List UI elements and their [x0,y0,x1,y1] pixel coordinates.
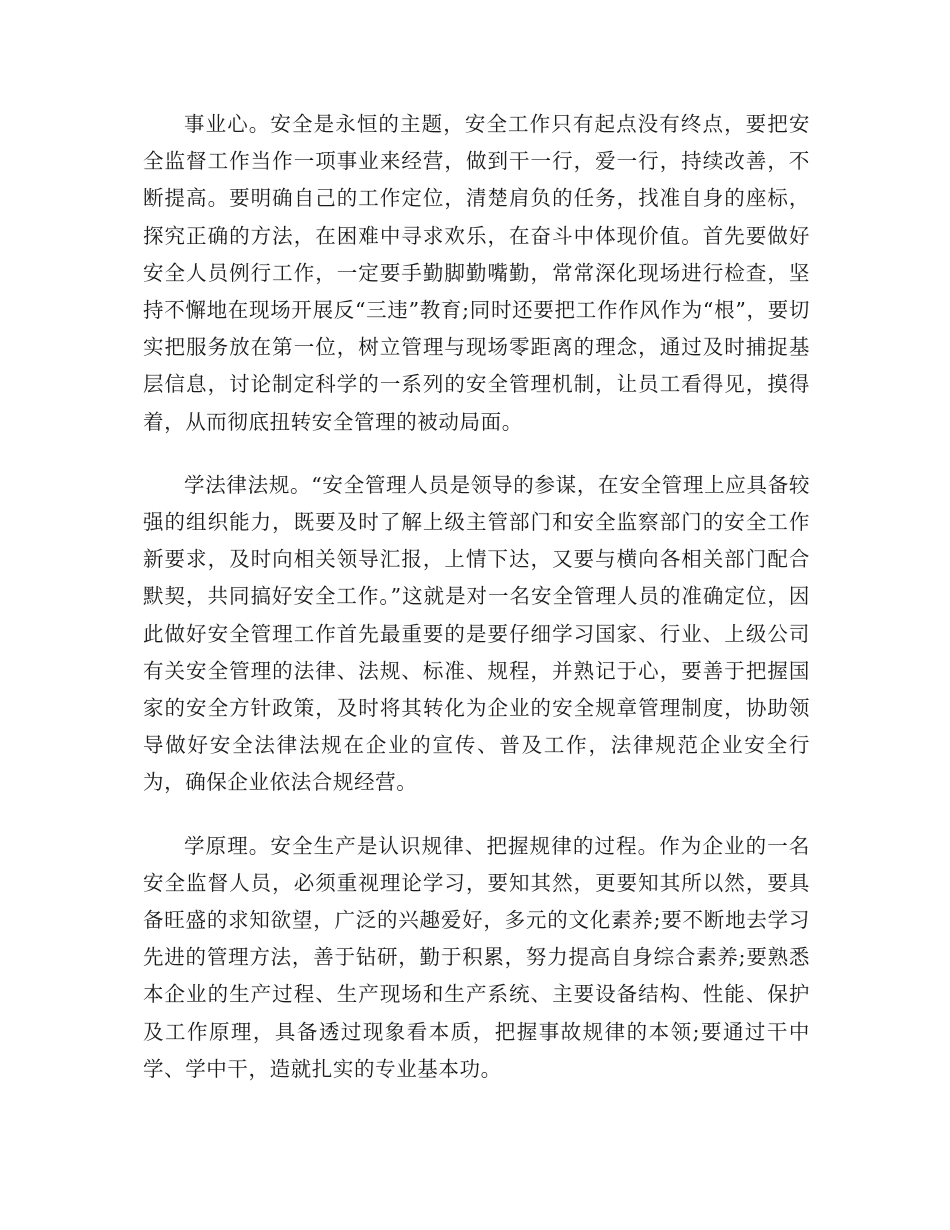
paragraph-principles: 学原理。安全生产是认识规律、把握规律的过程。作为企业的一名安全监督人员，必须重视理论学习，要知其然，更要知其所以然，要具备旺盛的求知欲望，广泛的兴趣爱好，多元的文化素养;要不断地去学习先进的管理方法，善于钻研，勤于积累，努力提高自身综合素养;要熟悉本企业的生产过程、生产现场和生产系统、主要设备结构、性能、保护及工作原理，具备透过现象看本质，把握事故规律的本领;要通过干中学、学中干，造就扎实的专业基本功。 [143,833,810,1081]
paragraph-laws-regulations: 学法律法规。“安全管理人员是领导的参谋，在安全管理上应具备较强的组织能力，既要及时了解上级主管部门和安全监察部门的安全工作新要求，及时向相关领导汇报，上情下达，又要与横向各相关部门配合默契，共同搞好安全工作。”这就是对一名安全管理人员的准确定位，因此做好安全管理工作首先最重要的是要仔细学习国家、行业、上级公司有关安全管理的法律、法规、标准、规程，并熟记于心，要善于把握国家的安全方针政策，及时将其转化为企业的安全规章管理制度，协助领导做好安全法律法规在企业的宣传、普及工作，法律规范企业安全行为，确保企业依法合规经营。 [143,472,810,795]
paragraph-career-dedication: 事业心。安全是永恒的主题，安全工作只有起点没有终点，要把安全监督工作当作一项事业来经营，做到干一行，爱一行，持续改善，不断提高。要明确自己的工作定位，清楚肩负的任务，找准自身的座标，探究正确的方法，在困难中寻求欢乐，在奋斗中体现价值。首先要做好安全人员例行工作，一定要手勤脚勤嘴勤，常常深化现场进行检查，坚持不懈地在现场开展反“三违”教育;同时还要把工作作风作为“根”，要切实把服务放在第一位，树立管理与现场零距离的理念，通过及时捕捉基层信息，讨论制定科学的一系列的安全管理机制，让员工看得见，摸得着，从而彻底扭转安全管理的被动局面。 [143,112,810,434]
